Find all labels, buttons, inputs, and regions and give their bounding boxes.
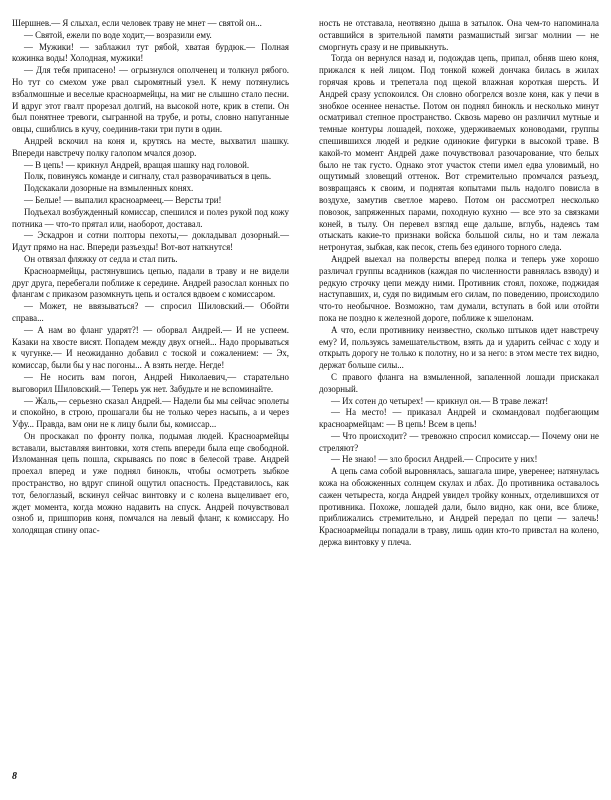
paragraph: — А нам во фланг ударят?! — оборвал Андрей.— И не успеем. Казаки на хвосте висят. Попадем между двух огней... Надо прорываться к чугунке.— И неожиданно добавил с тоской и сожалением: — Эх, комиссар, были бы у нас погоны... А взять негде. Негде! (12, 324, 289, 371)
paragraph: — Что происходит? — тревожно спросил комиссар.— Почему они не стреляют? (319, 430, 599, 453)
right-text-column (319, 18, 599, 549)
paragraph: Полк, повинуясь команде и сигналу, стал разворачиваться в цепь. (24, 171, 272, 182)
paragraph: А что, если противнику неизвестно, сколько штыков идет навстречу ему? И, пользуясь замешательством, взять да и ударить сейчас с ходу и открыть дорогу не только к полотну, но и за него: в этом месте тех видно, держат больше силы... (319, 324, 599, 371)
paragraph: — Может, не ввязываться? — спросил Шиловский.— Обойти справа... (12, 301, 289, 323)
page-number: 8 (12, 771, 17, 782)
paragraph: А цепь сама собой выровнялась, зашагала шире, уверенее; натянулась кожа на обожженных солнцем скулах и лбах. До противника оставалось сажен четыреста, когда Андрей увидел тройку конных, отделившихся от противника. Похоже, лошадей дали, было видно, как они, все ближе, приближались стремительно, и Андрей передал по цепи — залечь! Красноармейцы попадали в траву, лишь один кто-то привстал на колено, держа винтовку у плеча. (319, 466, 599, 548)
paragraph: Он отвязал фляжку от седла и стал пить. (24, 253, 178, 264)
paragraph: — На место! — приказал Андрей и скомандовал подбегающим красноармейцам: — В цепь! Всем в цепь! (319, 407, 599, 430)
paragraph: ность не отставала, неотвязно дыша в затылок. Она чем-то напоминала оставшийся в зрительной памяти размашистый зигзаг молнии — не сморгнуть сразу и не привыкнуть. (319, 18, 599, 52)
paragraph: — Святой, ежели по воде ходит,— возразили ему. (24, 29, 212, 40)
paragraph: Тогда он вернулся назад и, подождав цепь, припал, обняв шею коня, прижался к ней лицом. Под тонкой кожей дончака билась в жилах горячая кровь и трепетала под щекой влажная короткая шерсть. И Андрей сразу успокоился. Он словно обогрелся возле коня, как у печи в знобкое осеннее ненастье. Потом он поднял бинокль и несколько минут осматривал степное пространство. Сквозь марево он различил мутные и темные контуры лошадей, похоже, удерживаемых коноводами, группы спешившихся людей и редкие одинокие фигурки в высокой траве. В какой-то момент Андрей даже почувствовал разочарование, что белых было не так густо. Однако этот участок степи имел едва уловимый, но ощутимый зловещий оттенок. Вот стремительно промчался разъезд, возвращаясь к своим, и поднятая копытами пыль надолго повисла в воздухе, замутив светлое марево. Потом он рассмотрел несколько повозок, запряженных парами, походную кухню — все это за связками коней, в тылу. Он перевел взгляд еще дальше, вглубь, надеясь там отыскать какие-то признаки войска большой силы, но и там лежала нетронутая, зыбкая, как песок, степь без единого торного следа. (319, 53, 599, 253)
paragraph: — Белые! — выпалил красноармеец.— Версты три! (24, 194, 222, 205)
paragraph: С правого фланга на взмыленной, запаленной лошади прискакал дозорный. (319, 371, 599, 394)
paragraph: — Не знаю! — зло бросил Андрей.— Спросите у них! (331, 454, 538, 465)
paragraph: — Не носить вам погон, Андрей Николаевич,— старательно выговорил Шиловский.— Теперь уж нет. Забудьте и не вспоминайте. (12, 371, 289, 394)
paragraph: — Их сотен до четырех! — крикнул он.— В траве лежат! (331, 395, 549, 406)
paragraph: Красноармейцы, растянувшись цепью, падали в траву и не видели друг друга, перебегали поближе к середине. Андрей разослал конных по флангам с приказом разомкнуть цепь и остался вдвоем с комиссаром. (12, 265, 289, 300)
paragraph: Андрей выехал на полверсты вперед полка и теперь уже хорошо различал группы всадников (каждая по численности равнялась взводу) и редкую строчку цепи между ними. Противник стоял, похоже, поджидая наступавших, и, судя по видимым его силам, по поведению, происходило что-то необычное. Возможно, там думали, вступать в бой или отойти пока не поздно к железной дороге, поближе к эшелонам. (319, 253, 599, 323)
left-text-column (12, 18, 289, 537)
paragraph: — Эскадрон и сотни полторы пехоты,— докладывал дозорный.— Идут прямо на нас. Впереди разъезды! Вот-вот наткнутся! (12, 230, 289, 253)
paragraph: Подъехал возбужденный комиссар, спешился и полез рукой под кожу потника — что-то прятал или, наоборот, доставал. (12, 206, 289, 229)
paragraph: — Жаль,— серьезно сказал Андрей.— Надели бы мы сейчас эполеты и спокойно, в строю, прошагали бы не только через насыпь, а и через Уфу... Правда, вам они не к лицу были бы, комиссар... (12, 395, 289, 430)
paragraph: Шершнев.— Я слыхал, если человек траву не мнет — святой он... (12, 18, 262, 28)
paragraph: Подскакали дозорные на взмыленных конях. (24, 183, 194, 194)
paragraph: Он проскакал по фронту полка, подымая людей. Красноармейцы вставали, выставляя винтовки, хотя степь впереди была еще свободной. Изломанная цепь пошла, скрываясь по пояс в белесой траве. Андрей проехал вперед и уже поднял бинокль, чтобы осмотреть зыбкое пространство, но вдруг спиной ощутил опасность. Представилось, как тот, белоглазый, вскинул сейчас винтовку и с колена выцеливает его, ждет момента, когда можно надавить на спуск. Андрей почувствовал озноб и, пришпорив коня, помчался на левый фланг, к комиссару. Но холодящая спину опас- (12, 430, 289, 536)
paragraph: — Мужики! — заблажил тут рябой, хватая бурдюк.— Полная кожинка воды! Холодная, мужики! (12, 41, 289, 64)
paragraph: — Для тебя припасено! — огрызнулся ополченец и толкнул рябого. Но тут со смехом уже рвал сыромятный узел. К нему потянулись взбалмошные и веселые красноармейцы, на миг не слышно стало песни. И вдруг этот гвалт прорезал долгий, на высокой ноте, крик в степи. Он был понятнее тревоги, сыгранной на трубе, и роты, словно напуганные овцы, сшиблись в кучу, соединив-таки три пути в один. (12, 65, 289, 135)
paragraph: Андрей вскочил на коня и, крутясь на месте, выхватил шашку. Впереди навстречу полку галопом мчался дозор. (12, 135, 289, 158)
paragraph: — В цепь! — крикнул Андрей, вращая шашку над головой. (24, 159, 250, 170)
